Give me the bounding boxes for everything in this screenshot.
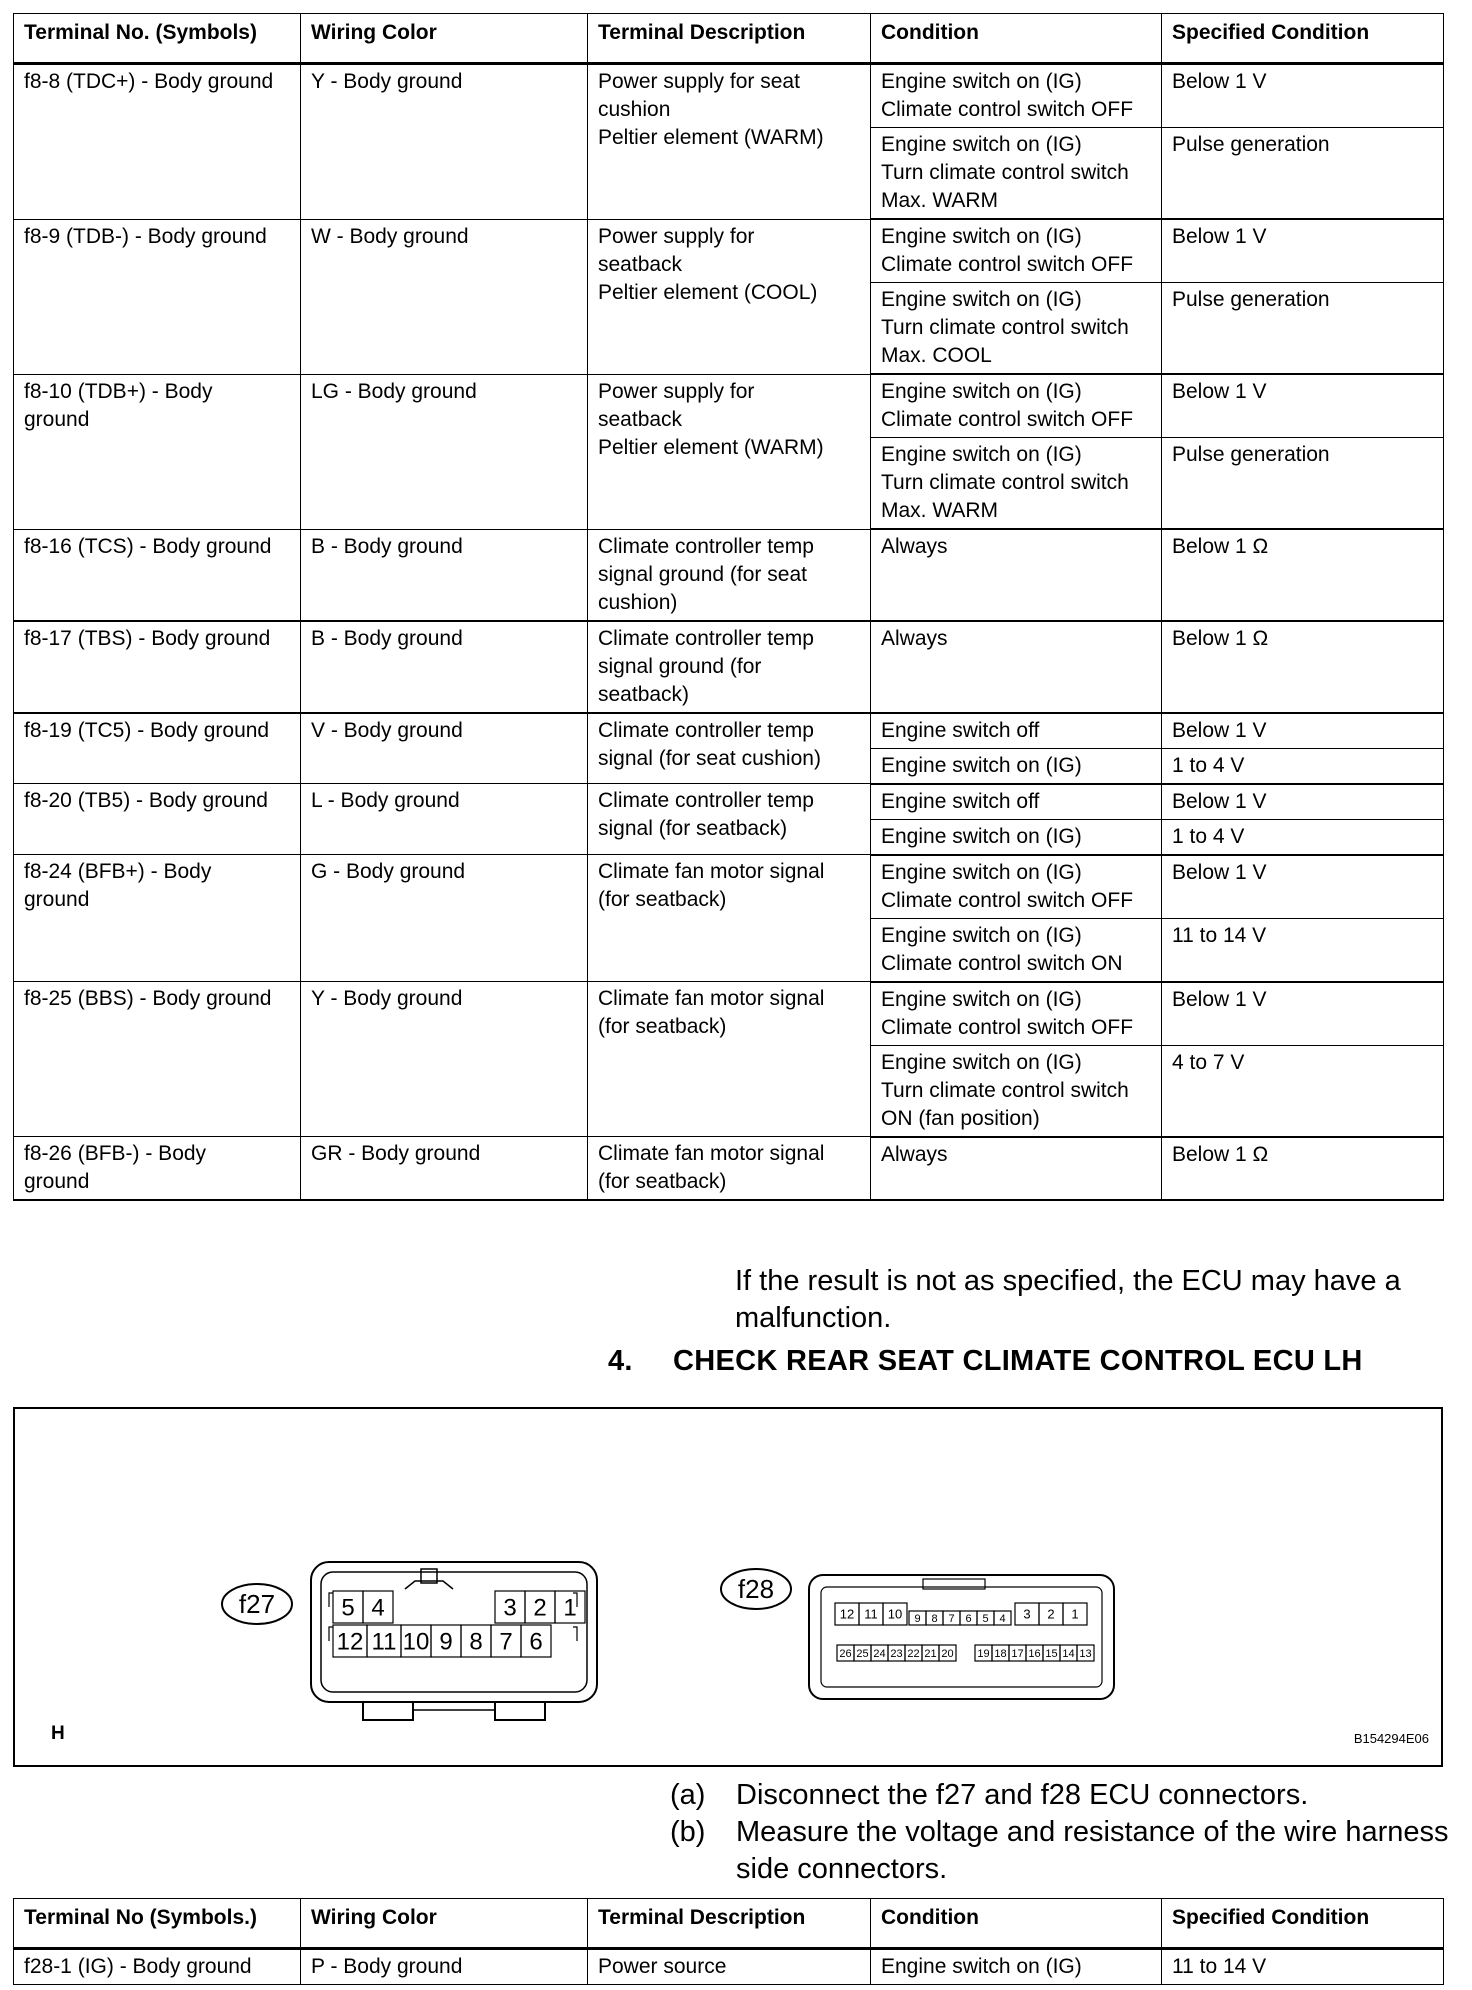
- pin-number: 14: [1062, 1647, 1075, 1660]
- cell-line: Peltier element (COOL): [598, 280, 818, 304]
- cell-line: Engine switch on (IG): [881, 753, 1082, 777]
- table-row: [14, 374, 1444, 438]
- condition-cell: [871, 1137, 1162, 1201]
- cell-line: Power supply for: [598, 379, 755, 403]
- header-terminal: Terminal No. (Symbols): [14, 14, 301, 64]
- cell-line: Peltier element (WARM): [598, 435, 824, 459]
- figure-code: B154294E06: [1353, 1731, 1429, 1746]
- wiring-color-cell: G - Body ground: [301, 855, 588, 982]
- header-specified: Specified Condition: [1162, 14, 1444, 64]
- pin-number: 7: [499, 1628, 513, 1656]
- header-wiring-color: Wiring Color: [301, 14, 588, 64]
- step-number: 4.: [608, 1345, 633, 1377]
- terminal-cell: [14, 374, 301, 529]
- connector-diagram: [15, 1409, 1441, 1765]
- cell-line: seatback: [598, 407, 683, 431]
- cell-line: Always: [881, 1142, 948, 1166]
- pin-number: 15: [1045, 1647, 1058, 1660]
- cell-line: ground: [24, 407, 90, 431]
- cell-line: ground: [24, 888, 90, 911]
- cell-line: Turn climate control switch: [881, 471, 1129, 494]
- terminal-cell: [14, 713, 301, 784]
- condition-cell: [871, 784, 1162, 820]
- pin-number: 10: [887, 1606, 903, 1622]
- cell-line: Turn climate control switch: [881, 161, 1129, 184]
- cell-line: cushion: [598, 98, 671, 121]
- header-condition: Condition: [871, 1899, 1162, 1949]
- specified-cell: Below 1 V: [1162, 374, 1444, 438]
- terminal-cell: [14, 64, 301, 220]
- cell-line: Always: [881, 626, 948, 650]
- table-row: [14, 982, 1444, 1046]
- description-cell: [588, 855, 871, 982]
- table-row: [14, 64, 1444, 128]
- condition-cell: [871, 819, 1162, 855]
- condition-cell: [871, 64, 1162, 128]
- pin-number: 16: [1028, 1647, 1041, 1660]
- pin-number: 6: [529, 1628, 543, 1656]
- cell-line: Climate control switch ON: [881, 951, 1123, 975]
- cell-line: signal (for seatback): [598, 817, 788, 840]
- cell-line: Climate controller temp: [598, 789, 814, 812]
- cell-line: Engine switch on (IG): [881, 860, 1082, 884]
- condition-cell: [871, 374, 1162, 438]
- specified-cell: 11 to 14 V: [1162, 1949, 1444, 1985]
- cell-line: Engine switch on (IG): [881, 225, 1082, 248]
- f27-label: f27: [238, 1589, 276, 1619]
- specified-cell: Below 1 V: [1162, 982, 1444, 1046]
- pin-number: 3: [1023, 1606, 1031, 1622]
- header-description: Terminal Description: [588, 1899, 871, 1949]
- cell-line: Power supply for: [598, 224, 755, 248]
- procedure-steps: [670, 1777, 1456, 1888]
- cell-line: seatback): [598, 682, 690, 706]
- cell-line: f8-26 (BFB-) - Body: [24, 1142, 207, 1165]
- pin-number: 10: [402, 1628, 430, 1656]
- condition-cell: [871, 1045, 1162, 1137]
- pin-number: 5: [982, 1612, 989, 1625]
- cell-line: cushion): [598, 590, 678, 614]
- cell-line: Engine switch off: [881, 718, 1040, 742]
- condition-cell: [871, 283, 1162, 375]
- description-cell: [588, 784, 871, 855]
- specified-cell: 4 to 7 V: [1162, 1045, 1444, 1137]
- condition-cell: [871, 621, 1162, 713]
- pin-number: 2: [1047, 1606, 1055, 1622]
- cell-line: Climate controller temp: [598, 534, 814, 558]
- wiring-color-cell: Y - Body ground: [301, 982, 588, 1137]
- specified-cell: Pulse generation: [1162, 438, 1444, 530]
- condition-cell: [871, 982, 1162, 1046]
- cell-line: ON (fan position): [881, 1106, 1040, 1130]
- pin-number: 3: [503, 1594, 517, 1622]
- cell-line: (for seatback): [598, 888, 727, 911]
- wiring-color-cell: Y - Body ground: [301, 64, 588, 220]
- description-cell: [588, 1137, 871, 1201]
- cell-line: signal (for seat cushion): [598, 746, 821, 770]
- cell-line: Always: [881, 535, 948, 558]
- step-b-label: (b): [670, 1816, 706, 1848]
- cell-line: Engine switch on (IG): [881, 288, 1082, 311]
- cell-line: f8-9 (TDB-) - Body ground: [24, 224, 267, 248]
- cell-line: Engine switch on (IG): [881, 1050, 1082, 1074]
- specified-cell: 1 to 4 V: [1162, 819, 1444, 855]
- pin-number: 22: [907, 1647, 920, 1660]
- cell-line: f8-16 (TCS) - Body ground: [24, 534, 272, 558]
- cell-line: Climate control switch OFF: [881, 98, 1134, 121]
- condition-cell: [871, 529, 1162, 621]
- step-a-text: Disconnect the f27 and f28 ECU connectors.: [736, 1779, 1309, 1811]
- cell-line: f8-20 (TB5) - Body ground: [24, 789, 268, 812]
- specified-cell: Pulse generation: [1162, 283, 1444, 375]
- cell-line: Peltier element (WARM): [598, 126, 824, 149]
- table-row: [14, 621, 1444, 713]
- step-a-label: (a): [670, 1779, 706, 1811]
- specified-cell: Below 1 V: [1162, 219, 1444, 283]
- condition-cell: [871, 438, 1162, 530]
- pin-number: 23: [890, 1647, 903, 1660]
- cell-line: Max. COOL: [881, 344, 992, 367]
- specified-cell: Pulse generation: [1162, 128, 1444, 220]
- specified-cell: Below 1 Ω: [1162, 621, 1444, 713]
- cell-line: f8-19 (TC5) - Body ground: [24, 718, 270, 742]
- f27-connector: [222, 1562, 597, 1720]
- condition-cell: Engine switch on (IG): [871, 1949, 1162, 1985]
- f28-label: f28: [737, 1574, 775, 1604]
- pin-number: 17: [1011, 1647, 1024, 1660]
- terminal-table-ecu-rh: [13, 13, 1444, 1201]
- cell-line: Engine switch on (IG): [881, 70, 1082, 93]
- pin-number: 18: [994, 1647, 1007, 1660]
- table-row: [14, 529, 1444, 621]
- pin-number: 4: [999, 1612, 1006, 1625]
- specified-cell: Below 1 Ω: [1162, 1137, 1444, 1201]
- table-row: [14, 855, 1444, 919]
- cell-line: f8-10 (TDB+) - Body: [24, 379, 213, 403]
- cell-line: Engine switch on (IG): [881, 133, 1082, 156]
- condition-cell: [871, 748, 1162, 784]
- pin-number: 21: [924, 1647, 937, 1660]
- wiring-color-cell: LG - Body ground: [301, 374, 588, 529]
- condition-cell: [871, 918, 1162, 982]
- cell-line: Engine switch on (IG): [881, 987, 1082, 1011]
- specified-cell: 11 to 14 V: [1162, 918, 1444, 982]
- pin-number: 9: [439, 1628, 453, 1656]
- cell-line: signal ground (for seat: [598, 562, 807, 586]
- cell-line: f8-24 (BFB+) - Body: [24, 860, 212, 883]
- header-terminal: Terminal No (Symbols.): [14, 1899, 301, 1949]
- specified-cell: Below 1 V: [1162, 855, 1444, 919]
- description-cell: [588, 219, 871, 374]
- figure-corner-label: H: [51, 1723, 65, 1744]
- cell-line: ground: [24, 1170, 90, 1193]
- cell-line: Max. WARM: [881, 499, 999, 522]
- terminal-cell: [14, 855, 301, 982]
- step-b-text: Measure the voltage and resistance of the wire harness side connectors.: [736, 1816, 1449, 1885]
- pin-number: 2: [533, 1594, 547, 1622]
- cell-line: Engine switch on (IG): [881, 923, 1082, 947]
- pin-number: 13: [1079, 1647, 1092, 1660]
- cell-line: Turn climate control switch: [881, 1078, 1129, 1102]
- pin-number: 8: [469, 1628, 483, 1656]
- terminal-table-ecu-lh: [13, 1898, 1444, 1985]
- description-cell: [588, 64, 871, 220]
- pin-number: 1: [563, 1594, 577, 1622]
- description-cell: [588, 374, 871, 529]
- table-row: [14, 784, 1444, 820]
- cell-line: Climate controller temp: [598, 718, 814, 742]
- condition-cell: [871, 713, 1162, 749]
- description-cell: Power source: [588, 1949, 871, 1985]
- terminal-cell: [14, 219, 301, 374]
- cell-line: Engine switch on (IG): [881, 443, 1082, 466]
- pin-number: 8: [931, 1612, 938, 1625]
- specified-cell: Below 1 V: [1162, 784, 1444, 820]
- cell-line: Climate control switch OFF: [881, 888, 1134, 912]
- condition-cell: [871, 219, 1162, 283]
- cell-line: Max. WARM: [881, 189, 999, 212]
- terminal-cell: [14, 529, 301, 621]
- cell-line: Engine switch on (IG): [881, 380, 1082, 403]
- pin-number: 11: [864, 1606, 878, 1622]
- cell-line: Climate control switch OFF: [881, 408, 1134, 431]
- description-cell: [588, 713, 871, 784]
- wiring-color-cell: L - Body ground: [301, 784, 588, 855]
- cell-line: Engine switch off: [881, 789, 1040, 813]
- cell-line: seatback: [598, 252, 683, 276]
- terminal-cell: [14, 1137, 301, 1201]
- cell-line: Climate controller temp: [598, 626, 814, 650]
- description-cell: [588, 621, 871, 713]
- table-header-row: [14, 1899, 1444, 1949]
- header-specified: Specified Condition: [1162, 1899, 1444, 1949]
- table-row: [14, 1949, 1444, 1985]
- cell-line: Turn climate control switch: [881, 316, 1129, 339]
- pin-number: 11: [371, 1628, 397, 1656]
- cell-line: Power supply for seat: [598, 70, 800, 93]
- pin-number: 19: [977, 1647, 990, 1660]
- wiring-color-cell: W - Body ground: [301, 219, 588, 374]
- specified-cell: Below 1 V: [1162, 64, 1444, 128]
- cell-line: Engine switch on (IG): [881, 824, 1082, 848]
- pin-number: 20: [941, 1647, 954, 1660]
- wiring-color-cell: P - Body ground: [301, 1949, 588, 1985]
- table-row: [14, 1137, 1444, 1201]
- header-condition: Condition: [871, 14, 1162, 64]
- pin-number: 12: [839, 1606, 855, 1622]
- header-wiring-color: Wiring Color: [301, 1899, 588, 1949]
- pin-number: 12: [336, 1628, 364, 1656]
- header-description: Terminal Description: [588, 14, 871, 64]
- step-title: CHECK REAR SEAT CLIMATE CONTROL ECU LH: [673, 1345, 1363, 1377]
- terminal-cell: [14, 621, 301, 713]
- pin-number: 24: [873, 1647, 886, 1660]
- step-a: [670, 1777, 1456, 1814]
- f28-connector: [721, 1569, 1114, 1699]
- cell-line: Climate control switch OFF: [881, 253, 1134, 276]
- cell-line: (for seatback): [598, 1170, 727, 1193]
- wiring-color-cell: V - Body ground: [301, 713, 588, 784]
- description-cell: [588, 529, 871, 621]
- wiring-color-cell: B - Body ground: [301, 621, 588, 713]
- cell-line: signal ground (for: [598, 654, 762, 678]
- cell-line: f8-8 (TDC+) - Body ground: [24, 70, 274, 93]
- specified-cell: Below 1 V: [1162, 713, 1444, 749]
- specified-cell: 1 to 4 V: [1162, 748, 1444, 784]
- cell-line: Climate fan motor signal: [598, 1142, 825, 1165]
- cell-line: f8-17 (TBS) - Body ground: [24, 626, 271, 650]
- cell-line: f8-25 (BBS) - Body ground: [24, 987, 272, 1010]
- pin-number: 5: [341, 1594, 355, 1622]
- terminal-cell: f28-1 (IG) - Body ground: [14, 1949, 301, 1985]
- condition-cell: [871, 128, 1162, 220]
- cell-line: Climate fan motor signal: [598, 987, 825, 1010]
- wiring-color-cell: GR - Body ground: [301, 1137, 588, 1201]
- pin-number: 6: [965, 1612, 972, 1625]
- terminal-cell: [14, 982, 301, 1137]
- table-row: [14, 713, 1444, 749]
- table-row: [14, 219, 1444, 283]
- pin-number: 9: [914, 1612, 921, 1625]
- malfunction-note: If the result is not as specified, the ECU may have a malfunction.: [735, 1265, 1401, 1334]
- step-b: [670, 1814, 1456, 1888]
- pin-number: 1: [1071, 1606, 1079, 1622]
- terminal-cell: [14, 784, 301, 855]
- pin-number: 26: [839, 1647, 852, 1660]
- condition-cell: [871, 855, 1162, 919]
- specified-cell: Below 1 Ω: [1162, 529, 1444, 621]
- table-header-row: [14, 14, 1444, 64]
- pin-number: 7: [948, 1612, 955, 1625]
- cell-line: (for seatback): [598, 1015, 727, 1038]
- cell-line: Climate fan motor signal: [598, 860, 825, 883]
- pin-number: 25: [856, 1647, 869, 1660]
- connector-figure: [13, 1407, 1443, 1767]
- wiring-color-cell: B - Body ground: [301, 529, 588, 621]
- description-cell: [588, 982, 871, 1137]
- cell-line: Climate control switch OFF: [881, 1015, 1134, 1039]
- pin-number: 4: [371, 1594, 385, 1622]
